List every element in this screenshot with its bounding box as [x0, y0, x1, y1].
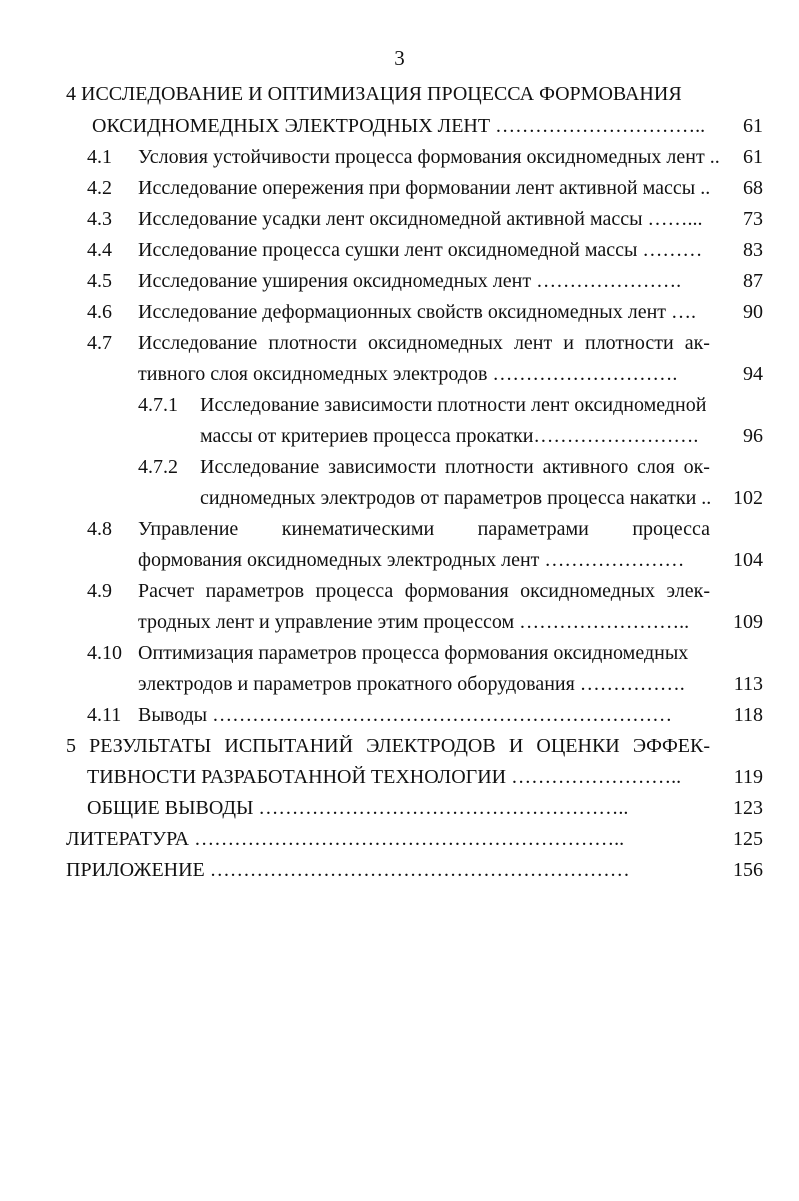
item-4-11-title: Выводы …………………………………………………………… — [138, 704, 673, 726]
word: и — [563, 332, 574, 354]
word: формования — [404, 580, 509, 602]
word: параметрами — [477, 518, 589, 540]
word: И — [508, 735, 524, 757]
word: ИСПЫТАНИЙ — [224, 735, 354, 757]
word: Исследование — [138, 332, 258, 354]
item-4-1-page: 61 — [743, 146, 763, 168]
word: ЭФФЕК- — [632, 735, 710, 757]
word: кинематическими — [281, 518, 435, 540]
literature-page: 125 — [733, 828, 763, 850]
item-4-7-title-line1 — [138, 331, 710, 355]
item-4-9-title-line2: тродных лент и управление этим процессом …………………….. — [138, 611, 690, 633]
word: элек- — [666, 580, 710, 602]
item-4-7-1-number: 4.7.1 — [138, 394, 178, 416]
item-4-11-page: 118 — [733, 704, 763, 726]
item-4-2-number: 4.2 — [87, 177, 112, 199]
word: плотности — [268, 332, 358, 354]
item-4-7-1-title-line1: Исследование зависимости плотности лент оксидномедной — [200, 394, 707, 416]
general-conclusions-page: 123 — [733, 797, 763, 819]
word: лент — [513, 332, 553, 354]
item-4-9-title-line1 — [138, 579, 710, 603]
word: РЕЗУЛЬТАТЫ — [89, 735, 212, 757]
page-number: 3 — [394, 46, 405, 70]
word: Управление — [138, 518, 239, 540]
item-4-7-title-line2: тивного слоя оксидномедных электродов ………………………. — [138, 363, 678, 385]
general-conclusions: ОБЩИЕ ВЫВОДЫ ……………………………………………….. — [87, 797, 629, 819]
item-4-7-page: 94 — [743, 363, 763, 385]
chapter4-title-line1: 4 ИССЛЕДОВАНИЕ И ОПТИМИЗАЦИЯ ПРОЦЕССА ФОРМОВАНИЯ — [66, 83, 682, 105]
item-4-7-number: 4.7 — [87, 332, 112, 354]
chapter5-page: 119 — [733, 766, 763, 788]
item-4-9-number: 4.9 — [87, 580, 112, 602]
word: активного — [542, 456, 629, 478]
item-4-3-title: Исследование усадки лент оксидномедной активной массы ……... — [138, 208, 703, 230]
item-4-5-number: 4.5 — [87, 270, 112, 292]
item-4-3-page: 73 — [743, 208, 763, 230]
item-4-5-title: Исследование уширения оксидномедных лент …………………. — [138, 270, 682, 292]
word: ак- — [684, 332, 710, 354]
item-4-10-page: 113 — [733, 673, 763, 695]
word: зависимости — [328, 456, 437, 478]
item-4-4-number: 4.4 — [87, 239, 112, 261]
item-4-7-2-title-line1 — [200, 455, 710, 479]
item-4-10-number: 4.10 — [87, 642, 122, 664]
appendix: ПРИЛОЖЕНИЕ ……………………………………………………… — [66, 859, 630, 881]
chapter5-title-line1 — [66, 734, 710, 758]
item-4-7-2-number: 4.7.2 — [138, 456, 178, 478]
literature: ЛИТЕРАТУРА ……………………………………………………….. — [66, 828, 625, 850]
item-4-8-title-line1 — [138, 517, 710, 541]
word: ок- — [683, 456, 710, 478]
word: оксидномедных — [520, 580, 656, 602]
item-4-2-page: 68 — [743, 177, 763, 199]
item-4-1-title: Условия устойчивости процесса формования оксидномедных лент .. — [138, 146, 720, 168]
item-4-6-page: 90 — [743, 301, 763, 323]
item-4-4-title: Исследование процесса сушки лент оксидномедной массы ……… — [138, 239, 703, 261]
word: процесса — [315, 580, 394, 602]
chapter4-page: 61 — [743, 115, 763, 137]
word: Исследование — [200, 456, 320, 478]
appendix-page: 156 — [733, 859, 763, 881]
word: параметров — [205, 580, 305, 602]
item-4-2-title: Исследование опережения при формовании лент активной массы .. — [138, 177, 711, 199]
item-4-6-number: 4.6 — [87, 301, 112, 323]
word: ЭЛЕКТРОДОВ — [366, 735, 496, 757]
chapter4-title-line2: ОКСИДНОМЕДНЫХ ЭЛЕКТРОДНЫХ ЛЕНТ ………………………….. — [92, 115, 706, 137]
chapter5-title-line2: ТИВНОСТИ РАЗРАБОТАННОЙ ТЕХНОЛОГИИ …………………….. — [87, 766, 682, 788]
item-4-7-2-title-line2: сидномедных электродов от параметров процесса накатки .. — [200, 487, 712, 509]
item-4-5-page: 87 — [743, 270, 763, 292]
item-4-3-number: 4.3 — [87, 208, 112, 230]
item-4-11-number: 4.11 — [87, 704, 122, 726]
item-4-7-1-page: 96 — [743, 425, 763, 447]
item-4-10-title-line1: Оптимизация параметров процесса формования оксидномедных — [138, 642, 689, 664]
item-4-10-title-line2: электродов и параметров прокатного оборудования ……………. — [138, 673, 685, 695]
word: плотности — [445, 456, 534, 478]
word: ОЦЕНКИ — [536, 735, 620, 757]
item-4-4-page: 83 — [743, 239, 763, 261]
word: оксидномедных — [368, 332, 503, 354]
item-4-8-number: 4.8 — [87, 518, 112, 540]
item-4-7-2-page: 102 — [733, 487, 763, 509]
word: 5 — [66, 735, 76, 757]
word: Расчет — [138, 580, 195, 602]
item-4-7-1-title-line2: массы от критериев процесса прокатки……………………. — [200, 425, 699, 447]
item-4-8-title-line2: формования оксидномедных электродных лент ………………… — [138, 549, 685, 571]
item-4-8-page: 104 — [733, 549, 763, 571]
item-4-9-page: 109 — [733, 611, 763, 633]
word: слоя — [637, 456, 675, 478]
item-4-1-number: 4.1 — [87, 146, 112, 168]
word: процесса — [632, 518, 710, 540]
item-4-6-title: Исследование деформационных свойств оксидномедных лент …. — [138, 301, 697, 323]
word: плотности — [584, 332, 674, 354]
